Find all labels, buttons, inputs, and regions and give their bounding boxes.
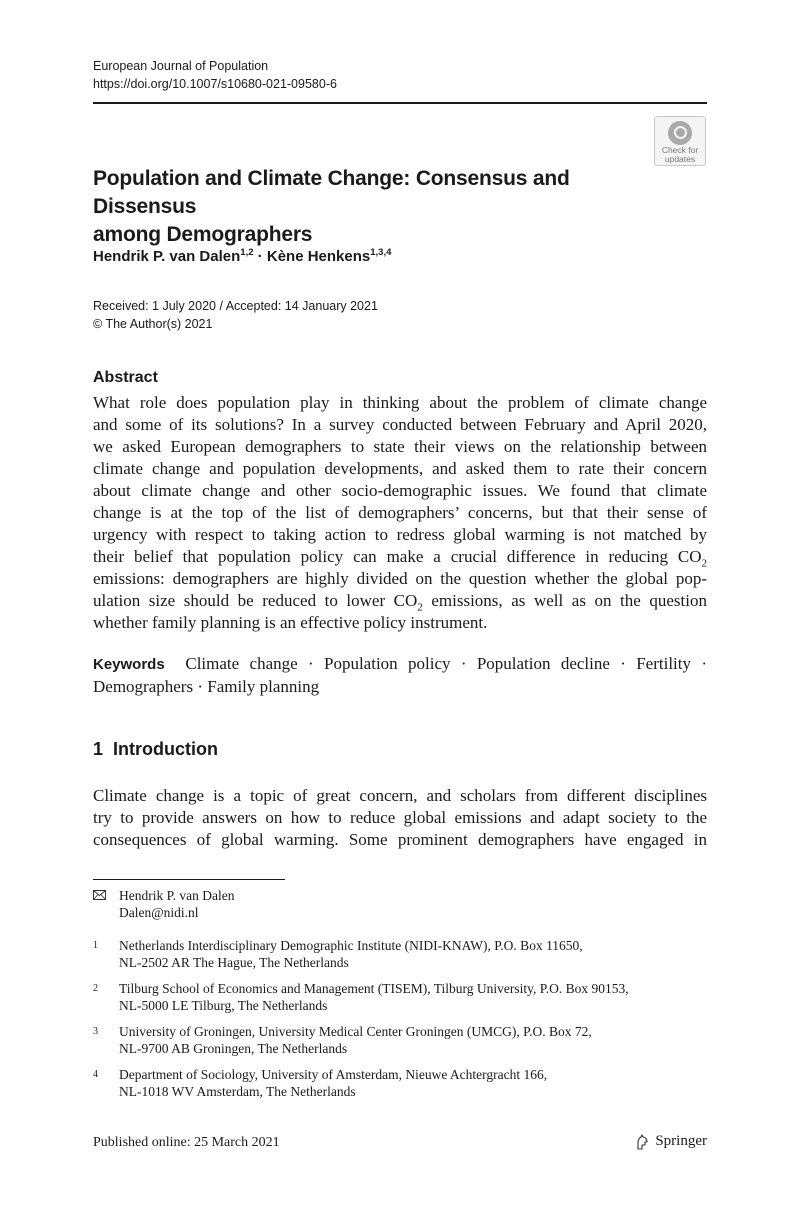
introduction-body bbox=[93, 785, 707, 851]
abstract-line: emissions: demographers are highly divided on the question whether the global pop- bbox=[93, 569, 707, 588]
affiliation-line: Tilburg School of Economics and Management (TISEM), Tilburg University, P.O. Box 90153, bbox=[119, 981, 629, 996]
affiliation-line: Netherlands Interdisciplinary Demographic Institute (NIDI-KNAW), P.O. Box 11650, bbox=[119, 938, 583, 953]
author-name[interactable]: Hendrik P. van Dalen bbox=[93, 248, 241, 265]
body-line: consequences of global warming. Some prominent demographers have engaged in bbox=[93, 830, 707, 849]
affiliation-2 bbox=[93, 980, 707, 1014]
contact-email[interactable]: Dalen@nidi.nl bbox=[119, 905, 199, 920]
footnotes bbox=[93, 887, 707, 1109]
subscript-2: 2 bbox=[417, 601, 423, 614]
keywords-text: Climate change · Population policy · Population decline · Fertility · bbox=[185, 654, 708, 673]
abstract-body bbox=[93, 392, 707, 634]
keywords-line: Demographers · Family planning bbox=[93, 677, 320, 696]
keywords-label: Keywords bbox=[93, 656, 165, 673]
badge-line-2: updates bbox=[664, 154, 696, 164]
badge-line-1: Check for bbox=[661, 145, 699, 155]
author-list bbox=[93, 247, 391, 265]
springer-horse-icon bbox=[635, 1134, 649, 1150]
affiliation-line: NL-5000 LE Tilburg, The Netherlands bbox=[119, 998, 328, 1013]
article-title bbox=[93, 165, 653, 249]
affiliation-number: 1 bbox=[93, 940, 98, 951]
affiliation-line: NL-9700 AB Groningen, The Netherlands bbox=[119, 1041, 348, 1056]
body-line: try to provide answers on how to reduce global emissions and adapt society to the bbox=[93, 808, 707, 827]
abstract-line bbox=[93, 546, 707, 568]
body-line: Climate change is a topic of great concern, and scholars from different disciplines bbox=[93, 786, 707, 805]
published-online: Published online: 25 March 2021 bbox=[93, 1135, 280, 1150]
author-affiliation-marks: 1,2 bbox=[240, 247, 254, 258]
abstract-line: change is at the top of the list of demographers’ concerns, but that their sense of bbox=[93, 503, 707, 522]
journal-name: European Journal of Population bbox=[93, 59, 269, 73]
affiliation-4 bbox=[93, 1066, 707, 1100]
abstract-line-text: their belief that population policy can make a crucial difference in reducing CO bbox=[93, 547, 702, 566]
affiliation-number: 3 bbox=[93, 1026, 98, 1037]
abstract-line bbox=[93, 590, 707, 612]
affiliation-3 bbox=[93, 1023, 707, 1057]
subscript-2: 2 bbox=[701, 557, 707, 570]
title-line-2: among Demographers bbox=[93, 223, 313, 246]
check-for-updates-badge[interactable] bbox=[654, 116, 706, 166]
envelope-icon bbox=[93, 887, 106, 904]
abstract-heading: Abstract bbox=[93, 369, 158, 386]
author-separator: · bbox=[253, 248, 267, 265]
abstract-line: urgency with respect to taking action to redress global warming is not matched by bbox=[93, 525, 707, 544]
keywords-line bbox=[93, 653, 707, 676]
footnote-divider bbox=[93, 879, 285, 880]
contact-name: Hendrik P. van Dalen bbox=[119, 888, 235, 903]
affiliation-1 bbox=[93, 937, 707, 971]
publisher-logo bbox=[635, 1133, 707, 1150]
corresponding-author bbox=[93, 887, 707, 921]
header-divider bbox=[93, 102, 707, 104]
author-name[interactable]: Kène Henkens bbox=[266, 248, 371, 265]
section-heading: 1 Introduction bbox=[93, 739, 218, 759]
abstract-line: What role does population play in thinking about the problem of climate change bbox=[93, 393, 707, 412]
article-dates bbox=[93, 297, 378, 333]
affiliation-line: NL-2502 AR The Hague, The Netherlands bbox=[119, 955, 349, 970]
abstract-line: whether family planning is an effective policy instrument. bbox=[93, 613, 488, 632]
affiliation-line: University of Groningen, University Medical Center Groningen (UMCG), P.O. Box 72, bbox=[119, 1024, 592, 1039]
copyright-notice: © The Author(s) 2021 bbox=[93, 317, 213, 331]
affiliation-number: 4 bbox=[93, 1069, 98, 1080]
journal-header bbox=[93, 57, 337, 93]
abstract-line: climate change and population developments, and asked them to rate their concern bbox=[93, 459, 707, 478]
author-affiliation-marks: 1,3,4 bbox=[370, 247, 392, 258]
affiliation-line: Department of Sociology, University of Amsterdam, Nieuwe Achtergracht 166, bbox=[119, 1067, 548, 1082]
abstract-line: we asked European demographers to state their views on the relationship between bbox=[93, 437, 707, 456]
received-accepted: Received: 1 July 2020 / Accepted: 14 January 2021 bbox=[93, 299, 378, 313]
abstract-line: and some of its solutions? In a survey conducted between February and April 2020, bbox=[93, 415, 707, 434]
publisher-name: Springer bbox=[655, 1133, 707, 1149]
abstract-line-text: emissions, as well as on the question bbox=[422, 591, 707, 610]
title-line-1: Population and Climate Change: Consensus and Dissensus bbox=[93, 167, 570, 218]
keywords bbox=[93, 653, 707, 698]
abstract-line: about climate change and other socio-demographic issues. We found that climate bbox=[93, 481, 707, 500]
check-for-updates-icon bbox=[668, 121, 692, 145]
doi-link[interactable]: https://doi.org/10.1007/s10680-021-09580-6 bbox=[93, 77, 337, 91]
abstract-line-text: ulation size should be reduced to lower CO bbox=[93, 591, 418, 610]
affiliation-line: NL-1018 WV Amsterdam, The Netherlands bbox=[119, 1084, 356, 1099]
affiliation-number: 2 bbox=[93, 983, 98, 994]
